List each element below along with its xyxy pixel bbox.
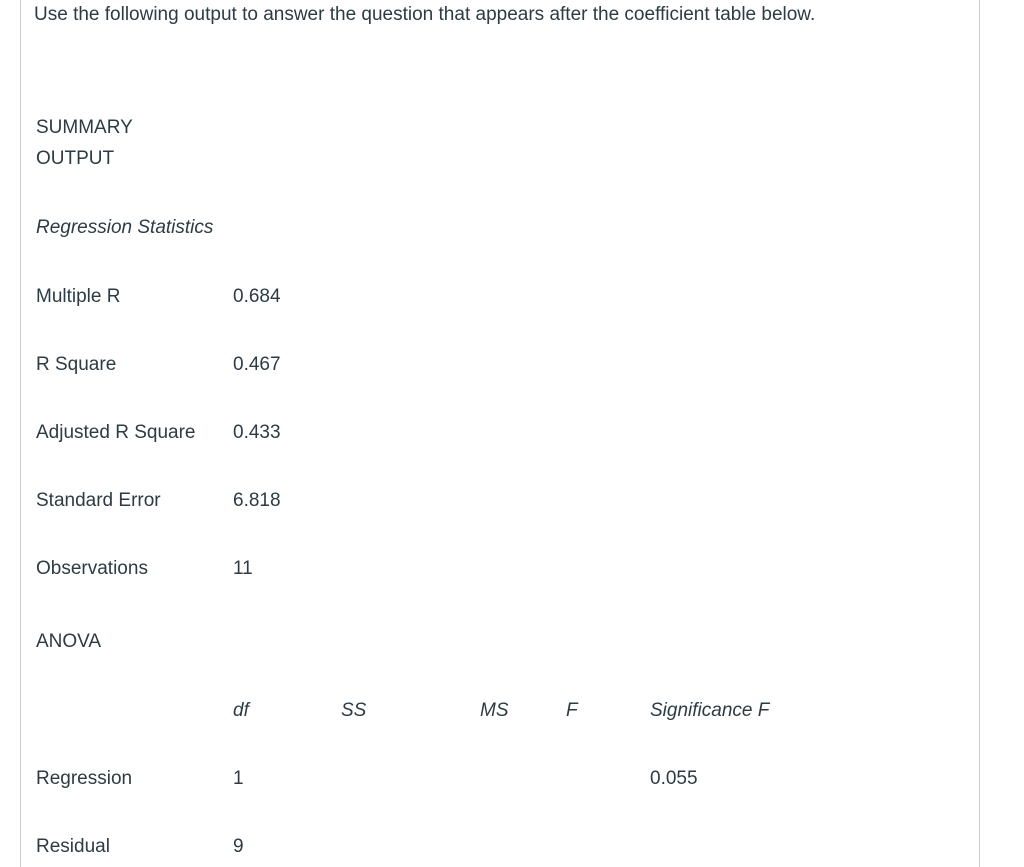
- anova-heading: ANOVA: [36, 631, 102, 652]
- regression-statistics-heading: Regression Statistics: [36, 217, 214, 238]
- anova-row-label-regression: Regression: [36, 768, 133, 789]
- anova-col-ss: SS: [341, 700, 367, 721]
- anova-col-df: df: [233, 700, 249, 721]
- stat-label-r-square: R Square: [36, 354, 117, 375]
- stat-value-adjusted-r-square: 0.433: [233, 422, 281, 443]
- question-card: [20, 0, 980, 867]
- stat-label-multiple-r: Multiple R: [36, 286, 121, 307]
- anova-col-f: F: [566, 700, 578, 721]
- stat-label-adjusted-r-square: Adjusted R Square: [36, 422, 196, 443]
- anova-regression-df: 1: [233, 768, 244, 789]
- stat-value-multiple-r: 0.684: [233, 286, 281, 307]
- stat-value-standard-error: 6.818: [233, 490, 281, 511]
- stat-label-standard-error: Standard Error: [36, 490, 161, 511]
- summary-output-title: SUMMARY OUTPUT: [36, 117, 133, 169]
- stat-value-r-square: 0.467: [233, 354, 281, 375]
- anova-residual-df: 9: [233, 836, 244, 857]
- anova-col-significance-f: Significance F: [650, 700, 770, 721]
- stat-label-observations: Observations: [36, 558, 148, 579]
- anova-row-label-residual: Residual: [36, 836, 110, 857]
- anova-col-ms: MS: [480, 700, 509, 721]
- stat-value-observations: 11: [233, 558, 253, 579]
- question-intro: Use the following output to answer the question that appears after the coefficient table below.: [34, 4, 816, 25]
- anova-regression-significance-f: 0.055: [650, 768, 698, 789]
